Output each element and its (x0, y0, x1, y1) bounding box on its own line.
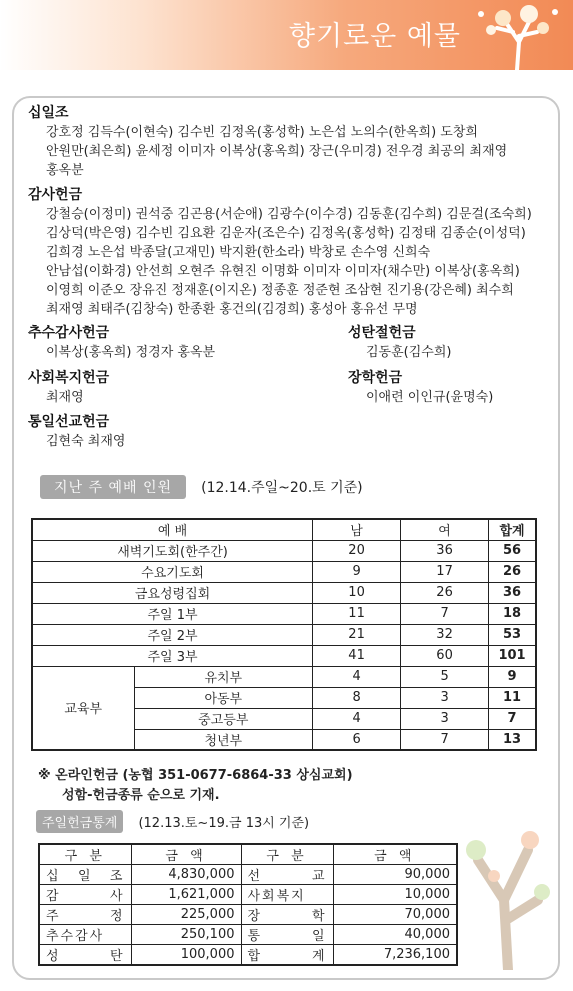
attendance-period: (12.14.주일~20.토 기준) (201, 480, 363, 496)
male-count: 6 (313, 729, 401, 750)
male-count: 4 (313, 666, 401, 687)
female-count: 3 (401, 687, 489, 708)
total-count: 56 (489, 540, 536, 561)
category-label: 십 일 조 (39, 865, 131, 885)
amount-value: 10,000 (333, 885, 457, 905)
service-name: 금요성령집회 (32, 582, 313, 603)
welfare-section (28, 369, 109, 407)
male-count: 11 (313, 603, 401, 624)
category-label: 사회복지 (241, 885, 333, 905)
category-label: 장 학 (241, 905, 333, 925)
thanks-names-line: 최재영 최태주(김창숙) 한종환 홍건의(김경희) 홍성아 홍유선 무명 (46, 302, 418, 317)
service-name: 주일 2부 (32, 624, 313, 645)
thanks-title: 감사헌금 (28, 187, 83, 203)
total-count: 18 (489, 603, 536, 624)
service-name: 청년부 (134, 729, 313, 750)
male-count: 4 (313, 708, 401, 729)
table-header-row (39, 844, 457, 865)
harvest-section (28, 324, 215, 362)
scholarship-title: 장학헌금 (348, 370, 403, 386)
harvest-title: 추수감사헌금 (28, 325, 110, 341)
unification-title: 통일선교헌금 (28, 414, 110, 430)
table-row (32, 540, 536, 561)
unification-section (28, 413, 125, 451)
amount-value: 225,000 (131, 905, 241, 925)
scholarship-section (348, 369, 493, 407)
christmas-section (348, 324, 452, 362)
col-header-amount: 금 액 (333, 844, 457, 865)
col-header-total: 합계 (489, 519, 536, 540)
table-row (39, 925, 457, 945)
female-count: 17 (401, 561, 489, 582)
tithe-title: 십일조 (28, 105, 69, 121)
page-title: 향기로운 예물 (288, 21, 461, 52)
total-count: 36 (489, 582, 536, 603)
table-row (32, 603, 536, 624)
amount-value: 70,000 (333, 905, 457, 925)
total-count: 26 (489, 561, 536, 582)
total-count: 101 (489, 645, 536, 666)
category-label: 감 사 (39, 885, 131, 905)
thanks-names-line: 강철승(이정미) 권석중 김곤용(서순애) 김광수(이수경) 김동훈(김수희) 김문걸(조숙희) (46, 207, 532, 222)
attendance-pill: 지난 주 예배 인원 (40, 475, 186, 499)
finance-period: (12.13.토~19.금 13시 기준) (138, 816, 310, 831)
table-row (39, 865, 457, 885)
amount-value: 4,830,000 (131, 865, 241, 885)
welfare-names: 최재영 (46, 390, 84, 405)
tithe-section (28, 104, 507, 180)
unification-names: 김현숙 최재영 (46, 434, 126, 449)
category-label: 선 교 (241, 865, 333, 885)
amount-value: 7,236,100 (333, 945, 457, 966)
tithe-names-line: 홍옥분 (46, 163, 84, 178)
female-count: 32 (401, 624, 489, 645)
category-label: 성 탄 (39, 945, 131, 966)
col-header-category: 구 분 (39, 844, 131, 865)
table-row (39, 885, 457, 905)
table-row (32, 582, 536, 603)
service-name: 유치부 (134, 666, 313, 687)
online-offering-notice (38, 766, 353, 806)
total-count: 9 (489, 666, 536, 687)
table-row (32, 561, 536, 582)
male-count: 20 (313, 540, 401, 561)
col-header-male: 남 (313, 519, 401, 540)
christmas-title: 성탄절헌금 (348, 325, 416, 341)
service-name: 주일 3부 (32, 645, 313, 666)
welfare-title: 사회복지헌금 (28, 370, 110, 386)
col-header-female: 여 (401, 519, 489, 540)
category-label: 합 계 (241, 945, 333, 966)
male-count: 10 (313, 582, 401, 603)
thanks-section (28, 186, 532, 319)
female-count: 36 (401, 540, 489, 561)
online-account-line: ※ 온라인헌금 (농협 351-0677-6864-33 상심교회) (38, 768, 353, 783)
finance-table (38, 843, 458, 966)
amount-value: 100,000 (131, 945, 241, 966)
amount-value: 40,000 (333, 925, 457, 945)
total-count: 11 (489, 687, 536, 708)
female-count: 26 (401, 582, 489, 603)
female-count: 5 (401, 666, 489, 687)
amount-value: 1,621,000 (131, 885, 241, 905)
amount-value: 90,000 (333, 865, 457, 885)
finance-pill: 주일헌금통계 (36, 810, 123, 833)
service-name: 수요기도회 (32, 561, 313, 582)
tithe-names-line: 강호정 김득수(이현숙) 김수빈 김정옥(홍성학) 노은섭 노의수(한옥희) 도창희 (46, 125, 478, 140)
total-count: 53 (489, 624, 536, 645)
service-name: 새벽기도회(한주간) (32, 540, 313, 561)
male-count: 8 (313, 687, 401, 708)
category-label: 주 정 (39, 905, 131, 925)
christmas-names: 김동훈(김수희) (366, 345, 452, 360)
female-count: 3 (401, 708, 489, 729)
tree-illustration-icon (467, 2, 567, 70)
female-count: 60 (401, 645, 489, 666)
col-header-amount: 금 액 (131, 844, 241, 865)
thanks-names-line: 김상덕(박은영) 김수빈 김요환 김운자(조은수) 김정옥(홍성학) 김정태 김종순(이성덕) (46, 226, 526, 241)
table-row (39, 945, 457, 966)
total-count: 13 (489, 729, 536, 750)
finance-heading (36, 810, 309, 833)
amount-value: 250,100 (131, 925, 241, 945)
thanks-names-line: 김희경 노은섭 박종달(고재민) 박지환(한소라) 박창로 손수영 신희숙 (46, 245, 431, 260)
education-dept-label: 교육부 (32, 666, 134, 750)
male-count: 41 (313, 645, 401, 666)
table-header-row (32, 519, 536, 540)
service-name: 주일 1부 (32, 603, 313, 624)
service-name: 중고등부 (134, 708, 313, 729)
male-count: 21 (313, 624, 401, 645)
female-count: 7 (401, 729, 489, 750)
table-row (32, 624, 536, 645)
female-count: 7 (401, 603, 489, 624)
male-count: 9 (313, 561, 401, 582)
col-header-service: 예 배 (32, 519, 313, 540)
attendance-table (31, 518, 537, 751)
online-instruction-line: 성함-헌금종류 순으로 기재. (62, 788, 220, 803)
thanks-names-line: 안남섭(이화경) 안선희 오현주 유현진 이명화 이미자 이미자(채수만) 이복상(홍옥희) (46, 264, 520, 279)
total-count: 7 (489, 708, 536, 729)
attendance-heading (40, 475, 363, 499)
col-header-category: 구 분 (241, 844, 333, 865)
scholarship-names: 이애련 이인규(윤명숙) (366, 390, 494, 405)
page-header (0, 0, 573, 70)
table-row (32, 645, 536, 666)
table-row (39, 905, 457, 925)
harvest-names: 이복상(홍옥희) 정경자 홍옥분 (46, 345, 216, 360)
tithe-names-line: 안원만(최은희) 윤세정 이미자 이복상(홍옥희) 장근(우미경) 전우경 최공의 최재영 (46, 144, 508, 159)
thanks-names-line: 이영희 이준오 장유진 정재훈(이지온) 정종훈 정준현 조삼현 진기용(강은혜) 최수희 (46, 283, 514, 298)
category-label: 통 일 (241, 925, 333, 945)
table-row (32, 666, 536, 687)
service-name: 아동부 (134, 687, 313, 708)
category-label: 추수감사 (39, 925, 131, 945)
